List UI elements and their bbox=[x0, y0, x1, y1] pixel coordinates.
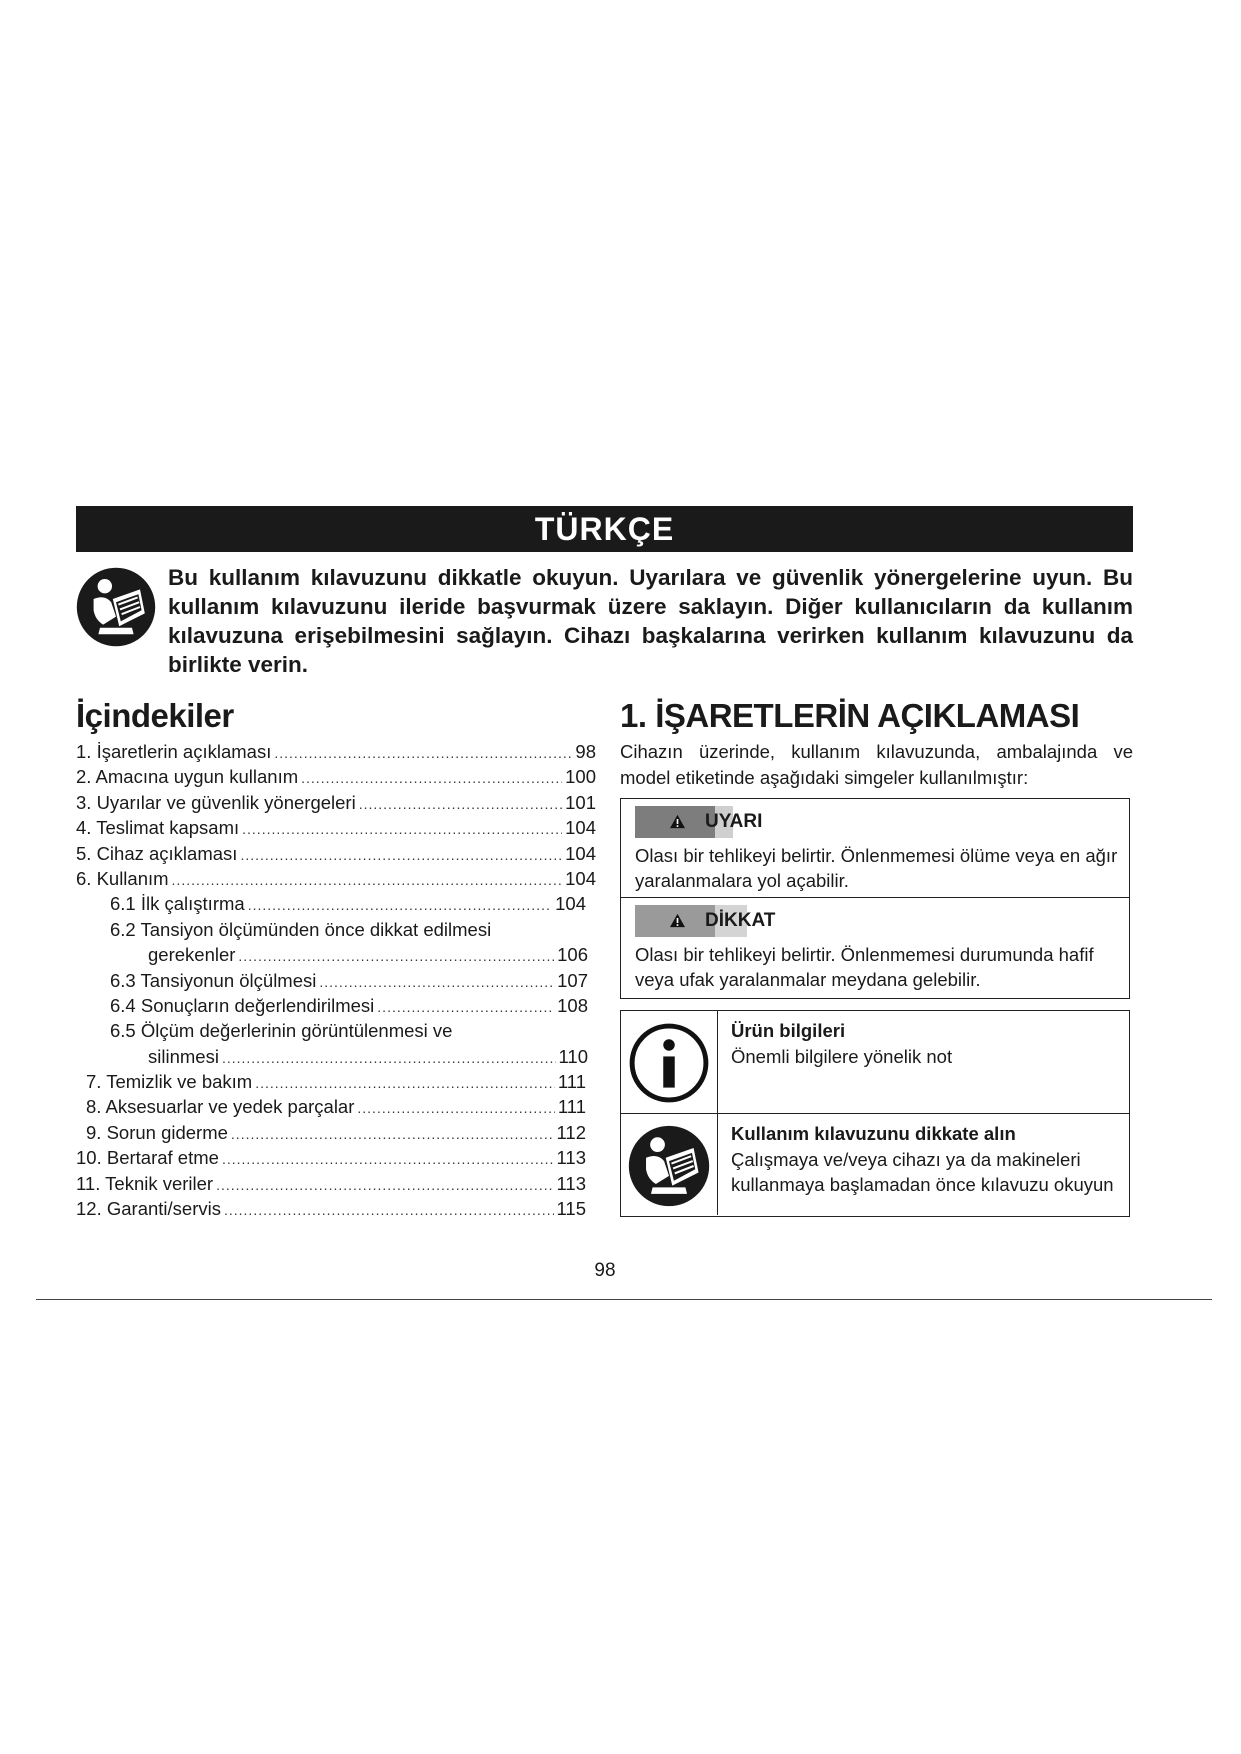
symbol-text: Önemli bilgilere yönelik not bbox=[731, 1045, 953, 1067]
caution-signal-word bbox=[635, 905, 776, 937]
symbol-title: Kullanım kılavuzunu dikkate alın bbox=[731, 1123, 1016, 1144]
symbol-title: Ürün bilgileri bbox=[731, 1020, 846, 1041]
caution-label: DİKKAT bbox=[705, 910, 776, 931]
caution-box bbox=[620, 898, 1130, 999]
toc-item[interactable]: 6.1 İlk çalıştırma ..... 104 bbox=[76, 891, 586, 916]
toc-item[interactable]: 3. Uyarılar ve güvenlik yönergeleri ..... 101 bbox=[76, 790, 596, 815]
warning-triangle-icon bbox=[669, 913, 686, 928]
symbol-text: Çalışmaya ve/veya cihazı ya da makineleri kullanmaya başlamadan önce kılavuzu okuyun bbox=[731, 1148, 1114, 1195]
toc-item[interactable]: 12. Garanti/servis ..... 115 bbox=[76, 1196, 586, 1221]
warning-box bbox=[620, 798, 1130, 898]
symbol-icon-cell bbox=[621, 1114, 718, 1215]
toc-item[interactable]: 6.3 Tansiyonun ölçülmesi ..... 107 bbox=[76, 968, 588, 993]
section-title: 1. İŞARETLERİN AÇIKLAMASI bbox=[620, 697, 1080, 734]
read-manual-icon bbox=[76, 567, 156, 647]
read-manual-icon bbox=[628, 1125, 710, 1207]
toc-item[interactable]: 5. Cihaz açıklaması ..... 104 bbox=[76, 841, 596, 866]
toc-title: İçindekiler bbox=[76, 697, 234, 734]
caution-text: Olası bir tehlikeyi belirtir. Önlenmemesi durumunda hafif veya ufak yaralanmalar meydana gelebilir. bbox=[635, 944, 1094, 990]
symbol-row bbox=[621, 1114, 1129, 1215]
page-number: 98 bbox=[594, 1260, 616, 1281]
toc-item[interactable]: 10. Bertaraf etme ..... 113 bbox=[76, 1145, 586, 1170]
symbol-icon-cell bbox=[621, 1011, 718, 1113]
toc-item[interactable]: 7. Temizlik ve bakım ..... 111 bbox=[76, 1069, 586, 1094]
toc-item[interactable]: gerekenler ..... 106 bbox=[76, 942, 588, 967]
table-of-contents bbox=[76, 739, 596, 1221]
symbol-description bbox=[731, 1121, 1126, 1198]
toc-item[interactable]: 2. Amacına uygun kullanım ..... 100 bbox=[76, 764, 596, 789]
toc-item[interactable]: 6. Kullanım ..... 104 bbox=[76, 866, 596, 891]
toc-item[interactable]: 6.5 Ölçüm değerlerinin görüntülenmesi ve bbox=[110, 1020, 453, 1042]
warning-label: UYARI bbox=[705, 811, 763, 832]
warning-signal-word bbox=[635, 806, 763, 838]
info-icon bbox=[628, 1022, 710, 1104]
toc-item[interactable]: 4. Teslimat kapsamı ..... 104 bbox=[76, 815, 596, 840]
warning-triangle-icon bbox=[669, 814, 686, 829]
toc-item[interactable]: 11. Teknik veriler ..... 113 bbox=[76, 1171, 586, 1196]
toc-item[interactable]: 6.2 Tansiyon ölçümünden önce dikkat edilmesi bbox=[110, 918, 492, 940]
toc-item[interactable]: 6.4 Sonuçların değerlendirilmesi ..... 108 bbox=[76, 993, 588, 1018]
toc-item[interactable]: 8. Aksesuarlar ve yedek parçalar ..... 111 bbox=[76, 1094, 586, 1119]
footer-divider bbox=[36, 1299, 1212, 1300]
language-banner: TÜRKÇE bbox=[76, 506, 1133, 552]
warning-text: Olası bir tehlikeyi belirtir. Önlenmemesi ölüme veya en ağır yaralanmalara yol açabilir. bbox=[635, 845, 1118, 891]
toc-item[interactable]: 9. Sorun giderme ..... 112 bbox=[76, 1120, 586, 1145]
toc-item[interactable]: silinmesi ..... 110 bbox=[76, 1044, 588, 1069]
symbol-row bbox=[621, 1011, 1129, 1114]
toc-item[interactable]: 1. İşaretlerin açıklaması ..... 98 bbox=[76, 739, 596, 764]
symbol-description bbox=[731, 1018, 1126, 1069]
section-intro: Cihazın üzerinde, kullanım kılavuzunda, ambalajında ve model etiketinde aşağıdaki simgeler kullanılmıştır: bbox=[620, 741, 1133, 788]
symbol-table bbox=[620, 1010, 1130, 1217]
intro-notice: Bu kullanım kılavuzunu dikkatle okuyun. Uyarılara ve güvenlik yönergelerine uyun. Bu kullanım kılavuzunu ileride başvurmak üzere saklayın. Diğer kullanıcıların da kullanım kılavuzuna erişebilmesini sağlayın. Cihazı başkalarına verirken kullanım kılavuzunu da birlikte verin. bbox=[168, 565, 1133, 677]
